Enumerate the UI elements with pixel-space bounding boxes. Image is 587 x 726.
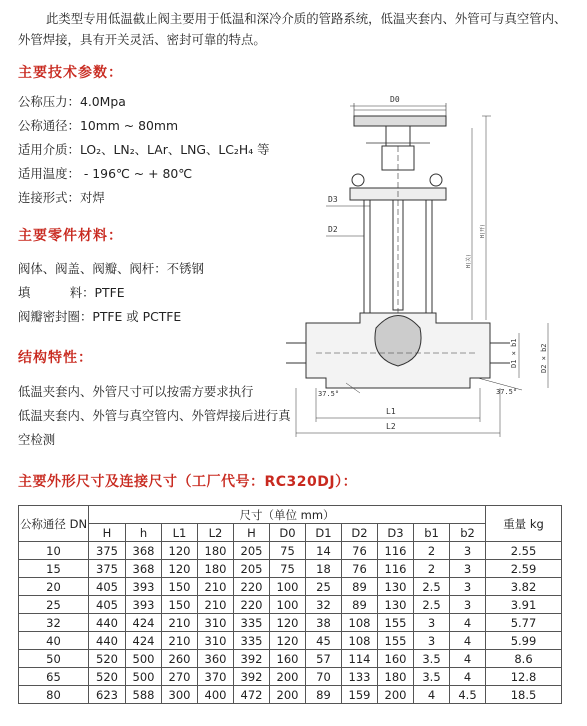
table-cell: 440 <box>89 632 126 650</box>
table-cell: 300 <box>162 686 198 704</box>
sub-header-5: D0 <box>270 524 306 542</box>
structure-line-1: 低温夹套内、外管尺寸可以按需方要求执行 <box>18 384 254 399</box>
table-cell: 120 <box>162 542 198 560</box>
table-cell: 133 <box>342 668 378 686</box>
spec-connection: 连接形式：对焊 <box>18 190 105 205</box>
table-cell: 2.59 <box>486 560 562 578</box>
table-cell: 400 <box>198 686 234 704</box>
table-cell: 3.5 <box>414 668 450 686</box>
structure-line-3: 空检测 <box>18 432 56 447</box>
table-cell: 2.5 <box>414 578 450 596</box>
table-cell: 32 <box>19 614 89 632</box>
material-packing: 填 料：PTFE <box>18 285 125 300</box>
table-row <box>19 578 562 596</box>
header-weight: 重量 kg <box>486 506 562 542</box>
table-cell: 2 <box>414 560 450 578</box>
table-cell: 20 <box>19 578 89 596</box>
table-cell: 260 <box>162 650 198 668</box>
structure-line-2: 低温夹套内、外管与真空管内、外管焊接后进行真 <box>18 408 291 423</box>
table-cell: 405 <box>89 578 126 596</box>
table-cell: 200 <box>378 686 414 704</box>
table-cell: 335 <box>234 632 270 650</box>
table-cell: 310 <box>198 614 234 632</box>
table-cell: 130 <box>378 596 414 614</box>
table-cell: 3 <box>450 542 486 560</box>
table-cell: 155 <box>378 614 414 632</box>
table-cell: 220 <box>234 578 270 596</box>
table-cell: 150 <box>162 578 198 596</box>
table-cell: 4.5 <box>450 686 486 704</box>
materials-heading: 主要零件材料： <box>18 228 123 244</box>
table-cell: 57 <box>306 650 342 668</box>
table-cell: 89 <box>306 686 342 704</box>
table-cell: 114 <box>342 650 378 668</box>
label-h-closed: H(关) <box>466 253 472 268</box>
valve-drawing <box>286 88 586 448</box>
table-row <box>19 632 562 650</box>
table-cell: 10 <box>19 542 89 560</box>
table-cell: 368 <box>126 542 162 560</box>
table-cell: 210 <box>198 596 234 614</box>
table-cell: 50 <box>19 650 89 668</box>
intro-line-1: 此类型专用低温截止阀主要用于低温和深冷介质的管路系统，低温夹套内、外管可与真空管内、 <box>46 11 567 26</box>
table-cell: 116 <box>378 560 414 578</box>
label-d1b1: D1 × b1 <box>510 338 518 368</box>
sub-header-6: D1 <box>306 524 342 542</box>
table-cell: 108 <box>342 632 378 650</box>
table-cell: 3 <box>450 596 486 614</box>
table-cell: 18 <box>306 560 342 578</box>
label-angle-right: 37.5° <box>496 388 518 396</box>
spec-diameter: 公称通径：10mm ~ 80mm <box>18 118 179 133</box>
sub-header-1: h <box>126 524 162 542</box>
label-angle-left: 37.5° <box>318 390 340 398</box>
structure-heading: 结构特性： <box>18 350 93 366</box>
table-cell: 180 <box>198 542 234 560</box>
table-cell: 368 <box>126 560 162 578</box>
label-d2: D2 <box>328 225 338 234</box>
table-cell: 4 <box>450 668 486 686</box>
table-row <box>19 650 562 668</box>
intro-text <box>18 8 578 50</box>
table-cell: 155 <box>378 632 414 650</box>
table-cell: 370 <box>198 668 234 686</box>
table-cell: 8.6 <box>486 650 562 668</box>
sub-header-9: b1 <box>414 524 450 542</box>
table-cell: 89 <box>342 596 378 614</box>
label-l2: L2 <box>386 422 396 431</box>
table-cell: 424 <box>126 632 162 650</box>
sub-header-2: L1 <box>162 524 198 542</box>
table-cell: 200 <box>270 686 306 704</box>
tech-params-heading: 主要技术参数： <box>18 65 123 81</box>
table-cell: 623 <box>89 686 126 704</box>
header-size: 尺寸（单位 mm） <box>89 506 486 524</box>
table-row <box>19 614 562 632</box>
table-cell: 25 <box>19 596 89 614</box>
table-cell: 3 <box>450 560 486 578</box>
table-heading: 主要外形尺寸及连接尺寸（工厂代号：RC320DJ）： <box>18 474 358 490</box>
table-cell: 210 <box>162 632 198 650</box>
table-cell: 2 <box>414 542 450 560</box>
table-cell: 200 <box>270 668 306 686</box>
spec-temperature: 适用温度： - 196℃ ~ + 80℃ <box>18 166 193 181</box>
dimensions-table <box>18 505 562 704</box>
label-d2b2: D2 × b2 <box>540 343 548 373</box>
sub-header-3: L2 <box>198 524 234 542</box>
table-cell: 108 <box>342 614 378 632</box>
table-cell: 472 <box>234 686 270 704</box>
spec-pressure: 公称压力：4.0Mpa <box>18 94 126 109</box>
table-cell: 375 <box>89 542 126 560</box>
table-cell: 4 <box>450 650 486 668</box>
sub-header-0: H <box>89 524 126 542</box>
sub-header-4: H <box>234 524 270 542</box>
table-row <box>19 542 562 560</box>
table-cell: 500 <box>126 668 162 686</box>
table-cell: 120 <box>162 560 198 578</box>
table-cell: 4 <box>414 686 450 704</box>
table-cell: 2.55 <box>486 542 562 560</box>
table-cell: 375 <box>89 560 126 578</box>
table-cell: 2.5 <box>414 596 450 614</box>
label-l1: L1 <box>386 407 396 416</box>
table-cell: 14 <box>306 542 342 560</box>
table-cell: 130 <box>378 578 414 596</box>
table-cell: 360 <box>198 650 234 668</box>
table-cell: 76 <box>342 560 378 578</box>
table-cell: 3.91 <box>486 596 562 614</box>
table-cell: 76 <box>342 542 378 560</box>
material-body: 阀体、阀盖、阀瓣、阀杆：不锈钢 <box>18 261 204 276</box>
sub-header-7: D2 <box>342 524 378 542</box>
table-cell: 4 <box>450 632 486 650</box>
intro-line-2: 外管焊接，具有开关灵活、密封可靠的特点。 <box>18 32 266 47</box>
table-cell: 588 <box>126 686 162 704</box>
table-cell: 75 <box>270 560 306 578</box>
table-cell: 25 <box>306 578 342 596</box>
material-seal: 阀瓣密封圈：PTFE 或 PCTFE <box>18 309 182 324</box>
table-cell: 270 <box>162 668 198 686</box>
table-cell: 205 <box>234 542 270 560</box>
table-cell: 210 <box>198 578 234 596</box>
table-cell: 159 <box>342 686 378 704</box>
table-cell: 520 <box>89 650 126 668</box>
table-cell: 3.82 <box>486 578 562 596</box>
table-cell: 392 <box>234 650 270 668</box>
table-cell: 15 <box>19 560 89 578</box>
label-d3: D3 <box>328 195 338 204</box>
table-cell: 18.5 <box>486 686 562 704</box>
table-cell: 210 <box>162 614 198 632</box>
table-cell: 3 <box>414 614 450 632</box>
table-cell: 12.8 <box>486 668 562 686</box>
table-cell: 335 <box>234 614 270 632</box>
table-row <box>19 596 562 614</box>
table-cell: 100 <box>270 596 306 614</box>
sub-header-8: D3 <box>378 524 414 542</box>
table-cell: 3 <box>414 632 450 650</box>
table-cell: 220 <box>234 596 270 614</box>
table-cell: 500 <box>126 650 162 668</box>
table-cell: 440 <box>89 614 126 632</box>
table-cell: 120 <box>270 614 306 632</box>
table-cell: 180 <box>198 560 234 578</box>
table-cell: 150 <box>162 596 198 614</box>
table-cell: 393 <box>126 596 162 614</box>
table-cell: 32 <box>306 596 342 614</box>
table-cell: 100 <box>270 578 306 596</box>
table-cell: 38 <box>306 614 342 632</box>
table-cell: 310 <box>198 632 234 650</box>
table-cell: 120 <box>270 632 306 650</box>
table-cell: 116 <box>378 542 414 560</box>
table-cell: 405 <box>89 596 126 614</box>
table-cell: 424 <box>126 614 162 632</box>
table-cell: 180 <box>378 668 414 686</box>
sub-header-10: b2 <box>450 524 486 542</box>
table-cell: 160 <box>270 650 306 668</box>
table-cell: 89 <box>342 578 378 596</box>
table-cell: 45 <box>306 632 342 650</box>
table-cell: 5.99 <box>486 632 562 650</box>
table-cell: 75 <box>270 542 306 560</box>
table-cell: 4 <box>450 614 486 632</box>
table-row <box>19 686 562 704</box>
table-row <box>19 668 562 686</box>
spec-media: 适用介质：LO₂、LN₂、LAr、LNG、LC₂H₄ 等 <box>18 142 270 157</box>
table-cell: 80 <box>19 686 89 704</box>
label-d0: D0 <box>390 95 400 104</box>
table-cell: 392 <box>234 668 270 686</box>
table-cell: 5.77 <box>486 614 562 632</box>
label-h-open: H(开) <box>480 223 486 238</box>
table-cell: 70 <box>306 668 342 686</box>
table-cell: 393 <box>126 578 162 596</box>
table-cell: 205 <box>234 560 270 578</box>
table-cell: 520 <box>89 668 126 686</box>
table-row <box>19 560 562 578</box>
table-cell: 40 <box>19 632 89 650</box>
table-cell: 3 <box>450 578 486 596</box>
header-dn: 公称通径 DN <box>19 506 89 542</box>
table-cell: 65 <box>19 668 89 686</box>
table-cell: 3.5 <box>414 650 450 668</box>
table-cell: 160 <box>378 650 414 668</box>
